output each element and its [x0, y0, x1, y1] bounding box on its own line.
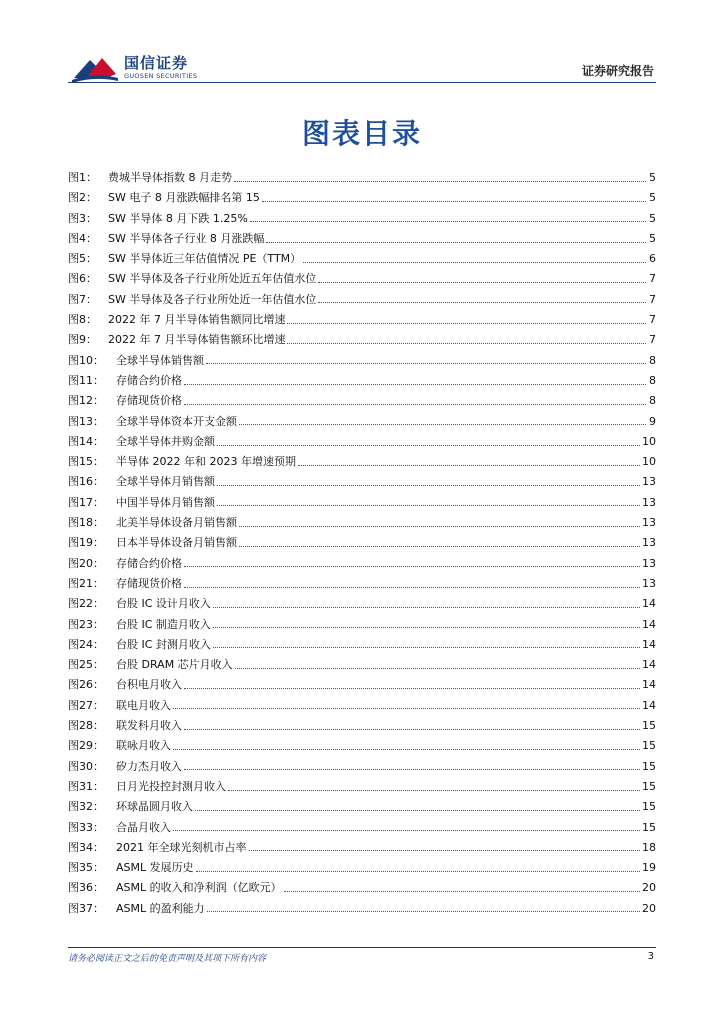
toc-leader-dots	[249, 850, 641, 851]
toc-figure-title: 矽力杰月收入	[116, 759, 182, 773]
toc-page-number: 5	[649, 231, 656, 245]
toc-figure-label: 图21：	[68, 576, 104, 590]
toc-figure-title: 联咏月收入	[116, 739, 171, 753]
toc-row[interactable]	[68, 188, 656, 208]
report-type-label: 证券研究报告	[581, 64, 654, 78]
toc-figure-title: 半导体 2022 年和 2023 年增速预期	[116, 455, 296, 469]
toc-leader-dots	[196, 871, 640, 872]
toc-figure-label: 图25：	[68, 658, 104, 672]
toc-leader-dots	[298, 465, 640, 466]
toc-leader-dots	[284, 891, 640, 892]
toc-figure-label: 图11：	[68, 373, 104, 387]
toc-figure-title: ASML 发展历史	[116, 861, 194, 875]
toc-page-number: 15	[642, 739, 656, 753]
toc-figure-title: 存储合约价格	[116, 556, 182, 570]
toc-page-number: 7	[649, 313, 656, 327]
toc-row[interactable]	[68, 310, 656, 330]
toc-figure-label: 图1：	[68, 171, 97, 184]
toc-page-number: 5	[649, 171, 656, 184]
toc-row[interactable]	[68, 493, 656, 513]
toc-row[interactable]	[68, 249, 656, 269]
guosen-logo-icon	[70, 52, 120, 84]
toc-page-number: 7	[649, 333, 656, 347]
toc-figure-title: 费城半导体指数 8 月走势	[108, 171, 232, 184]
toc-figure-label: 图8：	[68, 313, 97, 327]
toc-row[interactable]	[68, 269, 656, 289]
toc-figure-title: SW 半导体各子行业 8 月涨跌幅	[108, 231, 265, 245]
toc-figure-label: 图36：	[68, 881, 104, 895]
toc-page-number: 14	[642, 637, 656, 651]
toc-figure-label: 图20：	[68, 556, 104, 570]
toc-figure-label: 图27：	[68, 698, 104, 712]
toc-leader-dots	[184, 384, 646, 385]
toc-page-number: 14	[642, 678, 656, 692]
toc-figure-label: 图32：	[68, 800, 104, 814]
toc-row[interactable]	[68, 594, 656, 614]
toc-figure-title: 环球晶圆月收入	[116, 800, 193, 814]
toc-page-number: 10	[642, 455, 656, 469]
toc-leader-dots	[234, 181, 646, 182]
toc-figure-label: 图6：	[68, 272, 97, 286]
toc-figure-label: 图4：	[68, 231, 97, 245]
toc-leader-dots	[228, 790, 640, 791]
toc-leader-dots	[173, 749, 640, 750]
toc-figure-title: 北美半导体设备月销售额	[116, 516, 237, 530]
toc-row[interactable]	[68, 838, 656, 858]
toc-page-number: 15	[642, 820, 656, 834]
toc-figure-title: SW 半导体近三年估值情况 PE（TTM）	[108, 252, 302, 266]
toc-row[interactable]	[68, 554, 656, 574]
toc-row[interactable]	[68, 391, 656, 411]
toc-figure-label: 图34：	[68, 840, 104, 854]
toc-page-number: 13	[642, 495, 656, 509]
footer-divider	[68, 947, 656, 948]
toc-leader-dots	[217, 445, 640, 446]
toc-row[interactable]	[68, 797, 656, 817]
toc-leader-dots	[206, 363, 646, 364]
toc-leader-dots	[184, 404, 646, 405]
toc-figure-title: 台股 IC 设计月收入	[116, 597, 211, 611]
toc-leader-dots	[184, 587, 640, 588]
toc-row[interactable]	[68, 574, 656, 594]
toc-row[interactable]	[68, 696, 656, 716]
toc-row[interactable]	[68, 229, 656, 249]
toc-leader-dots	[173, 708, 640, 709]
toc-figure-label: 图35：	[68, 861, 104, 875]
toc-row[interactable]	[68, 635, 656, 655]
toc-row[interactable]	[68, 899, 656, 919]
toc-figure-title: 联发科月收入	[116, 719, 182, 733]
toc-row[interactable]	[68, 168, 656, 188]
toc-figure-title: SW 半导体及各子行业所处近五年估值水位	[108, 272, 317, 286]
toc-figure-title: SW 电子 8 月涨跌幅排名第 15	[108, 191, 260, 205]
toc-page-number: 8	[649, 373, 656, 387]
toc-leader-dots	[266, 242, 646, 243]
toc-page-number: 5	[649, 211, 656, 225]
toc-leader-dots	[213, 627, 640, 628]
toc-page-number: 14	[642, 597, 656, 611]
logo-text: 国信证券	[124, 54, 189, 72]
toc-row[interactable]	[68, 878, 656, 898]
toc-figure-label: 图29：	[68, 739, 104, 753]
toc-figure-title: 2022 年 7 月半导体销售额同比增速	[108, 313, 286, 327]
toc-row[interactable]	[68, 757, 656, 777]
toc-figure-label: 图30：	[68, 759, 104, 773]
toc-page-number: 9	[649, 414, 656, 428]
toc-figure-label: 图24：	[68, 637, 104, 651]
toc-page-number: 5	[649, 191, 656, 205]
toc-page-number: 20	[642, 881, 656, 895]
toc-figure-label: 图16：	[68, 475, 104, 489]
toc-figure-title: 存储合约价格	[116, 373, 182, 387]
toc-leader-dots	[239, 526, 640, 527]
toc-figure-title: 全球半导体并购金额	[116, 434, 215, 448]
toc-figure-title: 台股 IC 制造月收入	[116, 617, 211, 631]
toc-page-number: 13	[642, 536, 656, 550]
toc-row[interactable]	[68, 412, 656, 432]
toc-row[interactable]	[68, 615, 656, 635]
logo-subtext: GUOSEN SECURITIES	[124, 72, 198, 80]
toc-figure-label: 图18：	[68, 516, 104, 530]
toc-leader-dots	[217, 505, 640, 506]
toc-figure-label: 图17：	[68, 495, 104, 509]
toc-figure-title: 日月光投控封测月收入	[116, 779, 226, 793]
toc-leader-dots	[262, 201, 646, 202]
disclaimer-text: 请务必阅读正文之后的免责声明及其项下所有内容	[68, 954, 267, 964]
toc-figure-title: 台股 DRAM 芯片月收入	[116, 658, 233, 672]
toc-row[interactable]	[68, 533, 656, 553]
toc-figure-title: 2021 年全球光刻机市占率	[116, 840, 247, 854]
toc-figure-label: 图19：	[68, 536, 104, 550]
toc-page-number: 14	[642, 617, 656, 631]
toc-page-number: 6	[649, 252, 656, 266]
toc-page-number: 19	[642, 861, 656, 875]
toc-leader-dots	[287, 343, 646, 344]
toc-row[interactable]	[68, 675, 656, 695]
toc-list	[68, 168, 656, 919]
toc-row[interactable]	[68, 818, 656, 838]
toc-page-number: 18	[642, 840, 656, 854]
toc-row[interactable]	[68, 858, 656, 878]
toc-figure-label: 图15：	[68, 455, 104, 469]
toc-leader-dots	[303, 262, 646, 263]
toc-page-number: 15	[642, 800, 656, 814]
toc-figure-title: 存储现货价格	[116, 576, 182, 590]
toc-page-number: 15	[642, 759, 656, 773]
toc-row[interactable]	[68, 290, 656, 310]
header-divider	[68, 82, 656, 83]
page-header	[0, 0, 724, 90]
toc-leader-dots	[184, 729, 640, 730]
toc-page-number: 13	[642, 576, 656, 590]
toc-row[interactable]	[68, 655, 656, 675]
toc-leader-dots	[173, 830, 640, 831]
toc-figure-label: 图7：	[68, 292, 97, 306]
toc-leader-dots	[250, 221, 646, 222]
toc-figure-title: 2022 年 7 月半导体销售额环比增速	[108, 333, 286, 347]
toc-figure-title: 台股 IC 封测月收入	[116, 637, 211, 651]
toc-figure-title: ASML 的收入和净利润（亿欧元）	[116, 881, 282, 895]
toc-leader-dots	[217, 485, 640, 486]
toc-figure-label: 图28：	[68, 719, 104, 733]
toc-figure-label: 图13：	[68, 414, 104, 428]
toc-leader-dots	[239, 424, 646, 425]
page-number: 3	[647, 951, 654, 962]
toc-row[interactable]	[68, 330, 656, 350]
toc-leader-dots	[318, 282, 646, 283]
toc-leader-dots	[235, 668, 640, 669]
toc-page-number: 13	[642, 556, 656, 570]
toc-row[interactable]	[68, 736, 656, 756]
toc-page-number: 14	[642, 698, 656, 712]
toc-figure-label: 图33：	[68, 820, 104, 834]
toc-page-number: 14	[642, 658, 656, 672]
toc-page-number: 13	[642, 475, 656, 489]
toc-page-number: 13	[642, 516, 656, 530]
toc-figure-title: 联电月收入	[116, 698, 171, 712]
toc-row[interactable]	[68, 351, 656, 371]
toc-row[interactable]	[68, 716, 656, 736]
toc-figure-title: 台积电月收入	[116, 678, 182, 692]
toc-page-number: 7	[649, 292, 656, 306]
toc-page-number: 10	[642, 434, 656, 448]
toc-page-number: 7	[649, 272, 656, 286]
toc-figure-label: 图26：	[68, 678, 104, 692]
toc-figure-title: 存储现货价格	[116, 394, 182, 408]
toc-figure-title: SW 半导体 8 月下跌 1.25%	[108, 211, 248, 225]
toc-leader-dots	[195, 810, 640, 811]
toc-row[interactable]	[68, 209, 656, 229]
toc-page-number: 15	[642, 719, 656, 733]
toc-row[interactable]	[68, 371, 656, 391]
toc-figure-title: 合晶月收入	[116, 820, 171, 834]
toc-leader-dots	[184, 688, 640, 689]
toc-figure-label: 图31：	[68, 779, 104, 793]
toc-row[interactable]	[68, 452, 656, 472]
toc-page-number: 15	[642, 779, 656, 793]
toc-leader-dots	[287, 323, 646, 324]
toc-figure-label: 图5：	[68, 252, 97, 266]
toc-leader-dots	[207, 911, 640, 912]
toc-figure-label: 图23：	[68, 617, 104, 631]
toc-leader-dots	[184, 769, 640, 770]
toc-row[interactable]	[68, 513, 656, 533]
toc-figure-title: SW 半导体及各子行业所处近一年估值水位	[108, 292, 317, 306]
toc-figure-label: 图14：	[68, 434, 104, 448]
toc-figure-title: 全球半导体资本开支金额	[116, 414, 237, 428]
toc-figure-label: 图3：	[68, 211, 97, 225]
toc-row[interactable]	[68, 777, 656, 797]
toc-leader-dots	[213, 607, 640, 608]
toc-row[interactable]	[68, 472, 656, 492]
toc-row[interactable]	[68, 432, 656, 452]
toc-leader-dots	[184, 566, 640, 567]
toc-figure-label: 图37：	[68, 901, 104, 915]
toc-figure-label: 图9：	[68, 333, 97, 347]
page-title: 图表目录	[301, 117, 422, 150]
toc-figure-label: 图12：	[68, 394, 104, 408]
toc-figure-label: 图10：	[68, 353, 104, 367]
toc-page-number: 20	[642, 901, 656, 915]
toc-leader-dots	[213, 647, 640, 648]
toc-figure-title: 中国半导体月销售额	[116, 495, 215, 509]
toc-leader-dots	[318, 302, 646, 303]
toc-page-number: 8	[649, 394, 656, 408]
toc-figure-title: 全球半导体月销售额	[116, 475, 215, 489]
toc-figure-title: 日本半导体设备月销售额	[116, 536, 237, 550]
toc-figure-label: 图22：	[68, 597, 104, 611]
toc-figure-title: ASML 的盈利能力	[116, 901, 205, 915]
toc-figure-label: 图2：	[68, 191, 97, 205]
toc-page-number: 8	[649, 353, 656, 367]
toc-leader-dots	[239, 546, 640, 547]
toc-figure-title: 全球半导体销售额	[116, 353, 204, 367]
